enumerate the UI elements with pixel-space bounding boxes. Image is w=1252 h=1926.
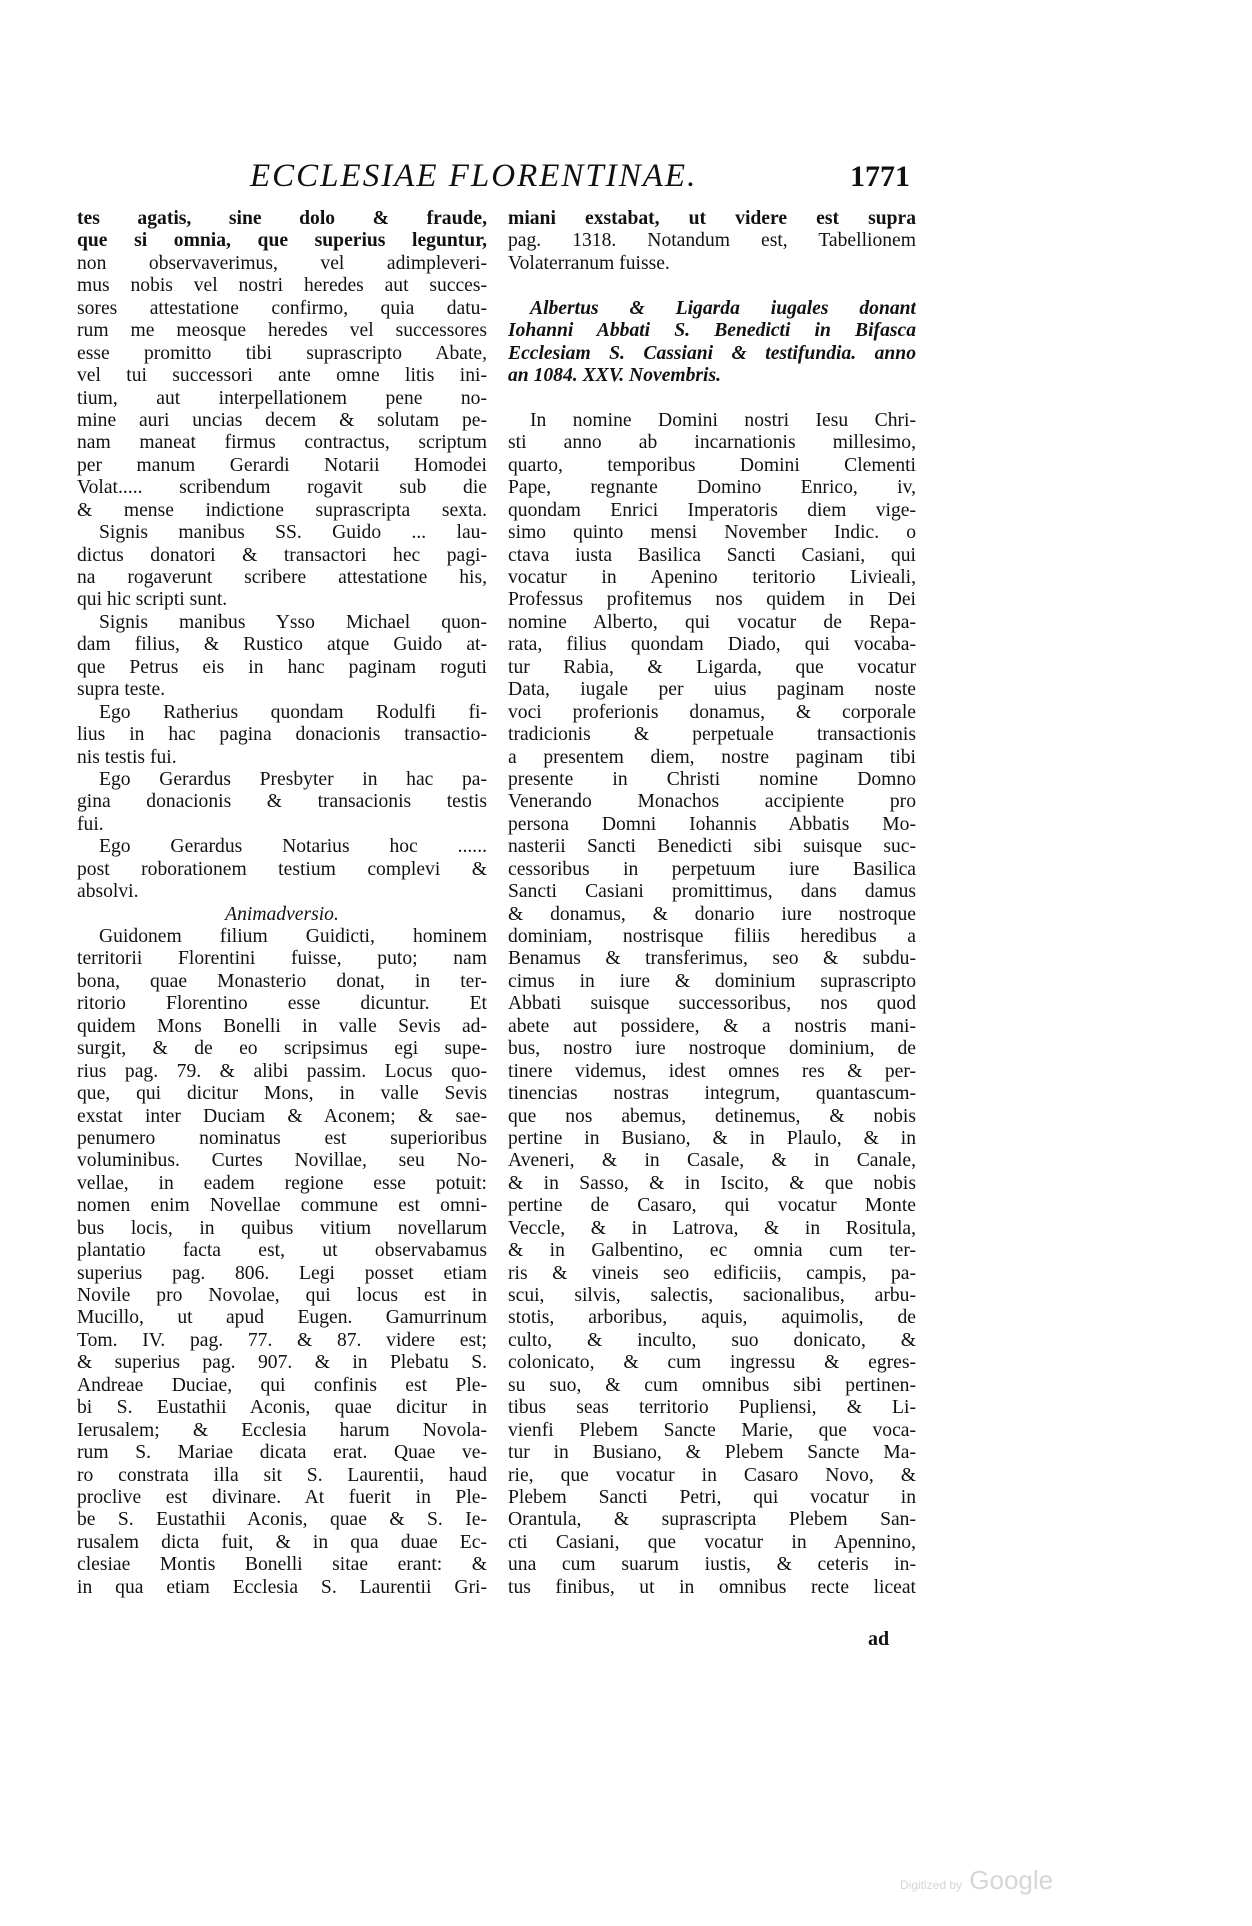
right-column-line: simo quinto mensi November Indic. o: [508, 522, 916, 544]
left-column-line: exstat inter Duciam & Aconem; & sae-: [77, 1105, 487, 1127]
right-column-line: abete aut possidere, & a nostris mani-: [508, 1015, 916, 1037]
right-column-line: & in Galbentino, ec omnia cum ter-: [508, 1240, 916, 1262]
right-column-line: cti Casiani, que vocatur in Apennino,: [508, 1531, 916, 1553]
right-column-line: Orantula, & suprascripta Plebem San-: [508, 1509, 916, 1531]
right-column-line: su suo, & cum omnibus sibi pertinen-: [508, 1374, 916, 1396]
right-column-line: persona Domni Iohannis Abbatis Mo-: [508, 813, 916, 835]
right-column-line: Plebem Sancti Petri, qui vocatur in: [508, 1486, 916, 1508]
right-column-line: Abbati suisque successoribus, nos quod: [508, 993, 916, 1015]
right-column-line: tinencias nostras integrum, quantascum-: [508, 1083, 916, 1105]
left-column-line: sores attestatione confirmo, quia datu-: [77, 297, 487, 319]
right-column-line: Benamus & transferimus, seo & subdu-: [508, 948, 916, 970]
left-column-line: que si omnia, que superius leguntur,: [77, 230, 487, 252]
left-column-line: Signis manibus Ysso Michael quon-: [99, 611, 487, 633]
left-column-line: vellae, in eadem regione esse potuit:: [77, 1172, 487, 1194]
watermark-prefix: Digitized by: [900, 1878, 963, 1892]
left-column-line: na rogaverunt scribere attestatione his,: [77, 567, 487, 588]
right-column-line: pag. 1318. Notandum est, Tabellionem: [508, 230, 916, 252]
left-column-line: tes agatis, sine dolo & fraude,: [77, 208, 487, 229]
right-column-line: dominiam, nostrisque filiis heredibus a: [508, 926, 916, 947]
right-column-line: a presentem diem, nostre paginam tibi: [508, 746, 916, 768]
digitized-by-google-watermark: [900, 1865, 1053, 1896]
right-column-line: tinere videmus, idest omnes res & per-: [508, 1060, 916, 1082]
right-column-line: que nos abemus, detinemus, & nobis: [508, 1105, 916, 1127]
right-column-line: ris & vineis seo edificiis, campis, pa-: [508, 1262, 916, 1284]
left-column-line: ro constrata illa sit S. Laurentii, haud: [77, 1464, 487, 1486]
right-column-line: In nomine Domini nostri Iesu Chri-: [530, 409, 916, 431]
right-column-line: nomine Alberto, qui vocatur de Repa-: [508, 611, 916, 633]
right-column-line: Veccle, & in Latrova, & in Rositula,: [508, 1217, 916, 1239]
right-column-line: [508, 275, 916, 297]
left-column-line: bi S. Eustathii Aconis, quae dicitur in: [77, 1397, 487, 1419]
left-column-line: que, qui dicitur Mons, in valle Sevis: [77, 1083, 487, 1105]
right-column-line: & in Sasso, & in Iscito, & que nobis: [508, 1172, 916, 1194]
left-column-line: plantatio facta est, ut observabamus: [77, 1240, 487, 1262]
left-column-line: penumero nominatus est superioribus: [77, 1127, 487, 1149]
left-column-line: Ego Ratherius quondam Rodulfi fi-: [99, 701, 487, 723]
right-column-line: culto, & inculto, suo donicato, &: [508, 1329, 916, 1351]
right-column-line: Albertus & Ligarda iugales donant: [530, 297, 916, 319]
right-column-line: stotis, arboribus, aquis, aquimolis, de: [508, 1307, 916, 1329]
left-column-line: esse promitto tibi suprascripto Abate,: [77, 342, 487, 364]
right-column-line: pertine in Busiano, & in Plaulo, & in: [508, 1127, 916, 1149]
right-column-line: rie, que vocatur in Casaro Novo, &: [508, 1464, 916, 1486]
right-column-line: sti anno ab incarnationis millesimo,: [508, 432, 916, 454]
left-column-line: fui.: [77, 813, 104, 835]
right-column-line: rata, filius quondam Diado, qui vocaba-: [508, 634, 916, 656]
left-column-line: nam maneat firmus contractus, scriptum: [77, 432, 487, 454]
left-column-line: Novile pro Novolae, qui locus est in: [77, 1285, 487, 1306]
right-column-line: una cum suarum iustis, & ceteris in-: [508, 1554, 916, 1576]
watermark-brand: Google: [969, 1865, 1054, 1895]
left-column-line: per manum Gerardi Notarii Homodei: [77, 454, 487, 476]
right-column-line: Venerando Monachos accipiente pro: [508, 791, 916, 813]
right-column-line: vocatur in Apenino teritorio Livieali,: [508, 567, 916, 588]
left-column-line: rusalem dicta fuit, & in qua duae Ec-: [77, 1531, 487, 1553]
right-column-line: cimus in iure & dominium suprascripto: [508, 970, 916, 992]
left-column-line: Ierusalem; & Ecclesia harum Novola-: [77, 1419, 487, 1441]
left-column-line: proclive est divinare. At fuerit in Ple-: [77, 1486, 487, 1508]
right-column-line: tur in Busiano, & Plebem Sancte Ma-: [508, 1442, 916, 1464]
right-column: [508, 208, 916, 1599]
right-column-line: an 1084. XXV. Novembris.: [508, 365, 722, 387]
left-column-line: nis testis fui.: [77, 746, 177, 768]
right-column-line: Sancti Casiani promittimus, dans damus: [508, 881, 916, 903]
left-column-line: post roborationem testium complevi &: [77, 858, 487, 880]
right-column-line: pertine de Casaro, qui vocatur Monte: [508, 1195, 916, 1217]
right-column-line: Professus profitemus nos quidem in Dei: [508, 589, 916, 611]
left-column-line: ritorio Florentino esse dicuntur. Et: [77, 993, 487, 1015]
right-column-line: voci proferionis donamus, & corporale: [508, 701, 916, 723]
left-column-line: nomen enim Novellae commune est omni-: [77, 1195, 487, 1217]
left-column-line: voluminibus. Curtes Novillae, seu No-: [77, 1150, 487, 1172]
right-column-line: tur Rabia, & Ligarda, que vocatur: [508, 656, 916, 678]
catchword: ad: [868, 1628, 890, 1650]
right-column-line: nasterii Sancti Benedicti sibi suisque suc-: [508, 836, 916, 858]
left-column-line: quidem Mons Bonelli in valle Sevis ad-: [77, 1015, 487, 1037]
right-column-line: tradicionis & perpetuale transactionis: [508, 724, 916, 746]
left-column: [77, 208, 487, 1599]
left-column-line: surgit, & de eo scripsimus egi supe-: [77, 1038, 487, 1060]
left-column-line: dictus donatori & transactori hec pagi-: [77, 544, 487, 566]
right-column-line: Volaterranum fuisse.: [508, 252, 670, 274]
right-column-line: tus finibus, ut in omnibus recte liceat: [508, 1576, 916, 1598]
left-column-line: tium, aut interpellationem pene no-: [77, 387, 487, 409]
left-column-line: superius pag. 806. Legi posset etiam: [77, 1262, 487, 1284]
left-column-line: non observaverimus, vel adimpleveri-: [77, 252, 487, 274]
left-column-line: & mense indictione suprascripta sexta.: [77, 499, 487, 521]
left-column-line: Volat..... scribendum rogavit sub die: [77, 477, 487, 499]
left-column-line: gina donacionis & transacionis testis: [77, 791, 487, 813]
right-column-line: cessoribus in perpetuum iure Basilica: [508, 858, 916, 880]
left-column-line: dam filius, & Rustico atque Guido at-: [77, 634, 487, 656]
left-column-line: in qua etiam Ecclesia S. Laurentii Gri-: [77, 1576, 487, 1598]
left-column-line: bona, quae Monasterio donat, in ter-: [77, 970, 487, 992]
left-column-line: lius in hac pagina donacionis transactio-: [77, 724, 487, 746]
left-column-line: absolvi.: [77, 881, 139, 903]
left-column-line: Animadversio.: [225, 903, 339, 925]
left-column-line: be S. Eustathii Aconis, quae & S. Ie-: [77, 1509, 487, 1531]
right-column-line: Aveneri, & in Casale, & in Canale,: [508, 1150, 916, 1172]
left-column-line: rum me meosque heredes vel successores: [77, 320, 487, 342]
page-number: 1771: [850, 160, 910, 193]
left-column-line: supra teste.: [77, 679, 166, 701]
left-column-line: clesiae Montis Bonelli sitae erant: &: [77, 1554, 487, 1576]
right-column-line: scui, silvis, salectis, sacionalibus, arbu-: [508, 1285, 916, 1306]
left-column-line: rum S. Mariae dicata erat. Quae ve-: [77, 1442, 487, 1464]
page-header: [250, 158, 910, 198]
left-column-line: Signis manibus SS. Guido ... lau-: [99, 522, 487, 544]
left-column-line: Guidonem filium Guidicti, hominem: [99, 926, 487, 947]
right-column-line: tibus seas territorio Pupliensi, & Li-: [508, 1397, 916, 1419]
left-column-line: vel tui successori ante omne litis ini-: [77, 365, 487, 387]
right-column-line: [508, 388, 916, 410]
right-column-line: presente in Christi nomine Domno: [508, 768, 916, 790]
left-column-line: qui hic scripti sunt.: [77, 589, 228, 611]
right-column-line: quarto, temporibus Domini Clementi: [508, 454, 916, 476]
right-column-line: vienfi Plebem Sancte Marie, que voca-: [508, 1419, 916, 1441]
left-column-line: Tom. IV. pag. 77. & 87. videre est;: [77, 1329, 487, 1351]
right-column-line: Data, iugale per uius paginam noste: [508, 679, 916, 701]
left-column-line: mine auri uncias decem & solutam pe-: [77, 409, 487, 431]
left-column-line: rius pag. 79. & alibi passim. Locus quo-: [77, 1060, 487, 1082]
left-column-line: mus nobis vel nostri heredes aut succes-: [77, 275, 487, 297]
right-column-line: colonicato, & cum ingressu & egres-: [508, 1352, 916, 1374]
left-column-line: & superius pag. 907. & in Plebatu S.: [77, 1352, 487, 1374]
left-column-line: Mucillo, ut apud Eugen. Gamurrinum: [77, 1307, 487, 1329]
right-column-line: Iohanni Abbati S. Benedicti in Bifasca: [508, 320, 916, 342]
running-title: ECCLESIAE FLORENTINAE.: [250, 158, 698, 194]
left-column-line: Ego Gerardus Presbyter in hac pa-: [99, 768, 487, 790]
right-column-line: ctava iusta Basilica Sancti Casiani, qui: [508, 544, 916, 566]
left-column-line: territorii Florentini fuisse, puto; nam: [77, 948, 487, 970]
right-column-line: Pape, regnante Domino Enrico, iv,: [508, 477, 916, 499]
right-column-line: & donamus, & donario iure nostroque: [508, 903, 916, 925]
right-column-line: quondam Enrici Imperatoris diem vige-: [508, 499, 916, 521]
right-column-line: miani exstabat, ut videre est supra: [508, 208, 916, 229]
left-column-line: Andreae Duciae, qui confinis est Ple-: [77, 1374, 487, 1396]
left-column-line: Ego Gerardus Notarius hoc ......: [99, 836, 487, 858]
right-column-line: Ecclesiam S. Cassiani & testifundia. anno: [508, 342, 916, 364]
left-column-line: bus locis, in quibus vitium novellarum: [77, 1217, 487, 1239]
left-column-line: que Petrus eis in hanc paginam roguti: [77, 656, 487, 678]
right-column-line: bus, nostro iure nostroque dominium, de: [508, 1038, 916, 1060]
